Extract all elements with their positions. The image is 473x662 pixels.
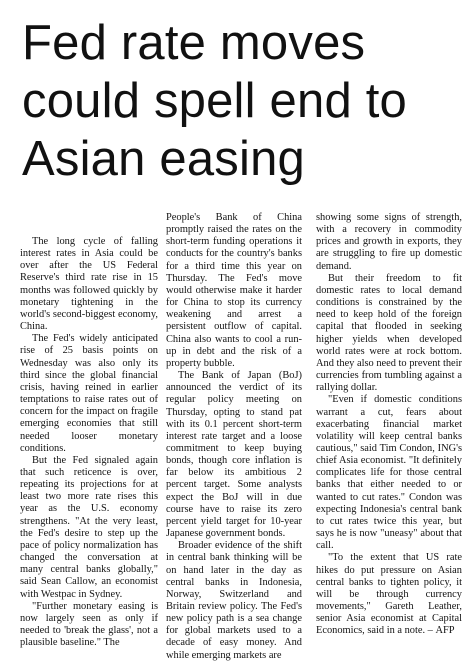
paragraph-text: "To the extent that US rate hikes do put pressure on Asian central banks to tighten policy, it will be through currency movements," Gareth Leather, senior Asia economist at Capital Economics, said in a note. xyxy=(316,552,462,637)
headline-line-2: could spell end to xyxy=(22,74,407,128)
headline-line-1: Fed rate moves xyxy=(22,16,366,70)
column-1 xyxy=(20,236,158,649)
agency-credit: AFP xyxy=(435,625,455,637)
column-3 xyxy=(316,212,462,637)
paragraph: But the Fed signaled again that such reticence is over, repeating its projections for at least two more rate rises this year as the U.S. economy strengthens. "At the very least, the Fed's desire to step up the pace of policy normalization has changed the conversation at many central banks globally," said Sean Callow, an economist with Westpac in Sydney. xyxy=(20,454,158,600)
paragraph: showing some signs of strength, with a recovery in commodity prices and growth in exports, they are struggling to fire up domestic demand. xyxy=(316,212,462,272)
column-2 xyxy=(166,212,302,662)
paragraph: Broader evidence of the shift in central bank thinking will be on hand later in the day as central banks in Indonesia, Norway, Switzerland and Britain review policy. The Fed's new policy path is a sea change for global markets used to a decade of easy money. And while emerging markets are xyxy=(166,540,302,661)
headline xyxy=(22,14,462,188)
paragraph: People's Bank of China promptly raised the rates on the short-term funding operations it conducts for the country's banks for a third time this year on Thursday. The Fed's move would otherwise make it harder for China to stop its currency weakening and arrest a persistent outflow of capital. China also wants to cool a run-up in debt and the risk of a property bubble. xyxy=(166,212,302,369)
paragraph: The Fed's widely anticipated rise of 25 basis points on Wednesday was also only its third since the global financial crisis, having reined in earlier temptations to raise rates out of concern for the impact on fragile emerging economies that still needed looser monetary conditions. xyxy=(20,333,158,454)
paragraph: "Even if domestic conditions warrant a cut, fears about exacerbating financial market volatility will keep central banks cautious," said Tim Condon, ING's chief Asia economist. "It definitely complicates life for those central banks that either needed to or wanted to cut rates." Condon was expecting Indonesia's central bank to cut rates twice this year, but says he is now "uneasy" about that call. xyxy=(316,394,462,552)
paragraph: But their freedom to fit domestic rates to local demand conditions is constrained by the need to keep hold of the foreign capital that flooded in seeking higher yields when developed world rates were at rock bottom. And they also need to prevent their currencies from tumbling against a rallying dollar. xyxy=(316,272,463,394)
paragraph-final: "To the extent that US rate hikes do put pressure on Asian central banks to tighten policy, it will be through currency movements," Gareth Leather, senior Asia economist at Capital Economics, said in a note. – AFP xyxy=(316,552,462,637)
paragraph: The long cycle of falling interest rates in Asia could be over after the US Federal Reserve's third rate rise in 15 months was followed quickly by monetary tightening in the world's second-biggest economy, China. xyxy=(20,236,158,333)
paragraph: "Further monetary easing is now largely seen as only if needed to 'break the glass', not a plausible baseline." The xyxy=(20,600,158,649)
paragraph: The Bank of Japan (BoJ) announced the verdict of its regular policy meeting on Thursday, opting to stand pat with its 0.1 percent short-term interest rate target and a loose commitment to keep buying bonds, though core inflation is far below its ambitious 2 percent target. Some analysts expect the BoJ will in due course have to raise its zero percent yield target for 10-year Japanese government bonds. xyxy=(166,370,302,540)
headline-line-3: Asian easing xyxy=(22,132,305,186)
